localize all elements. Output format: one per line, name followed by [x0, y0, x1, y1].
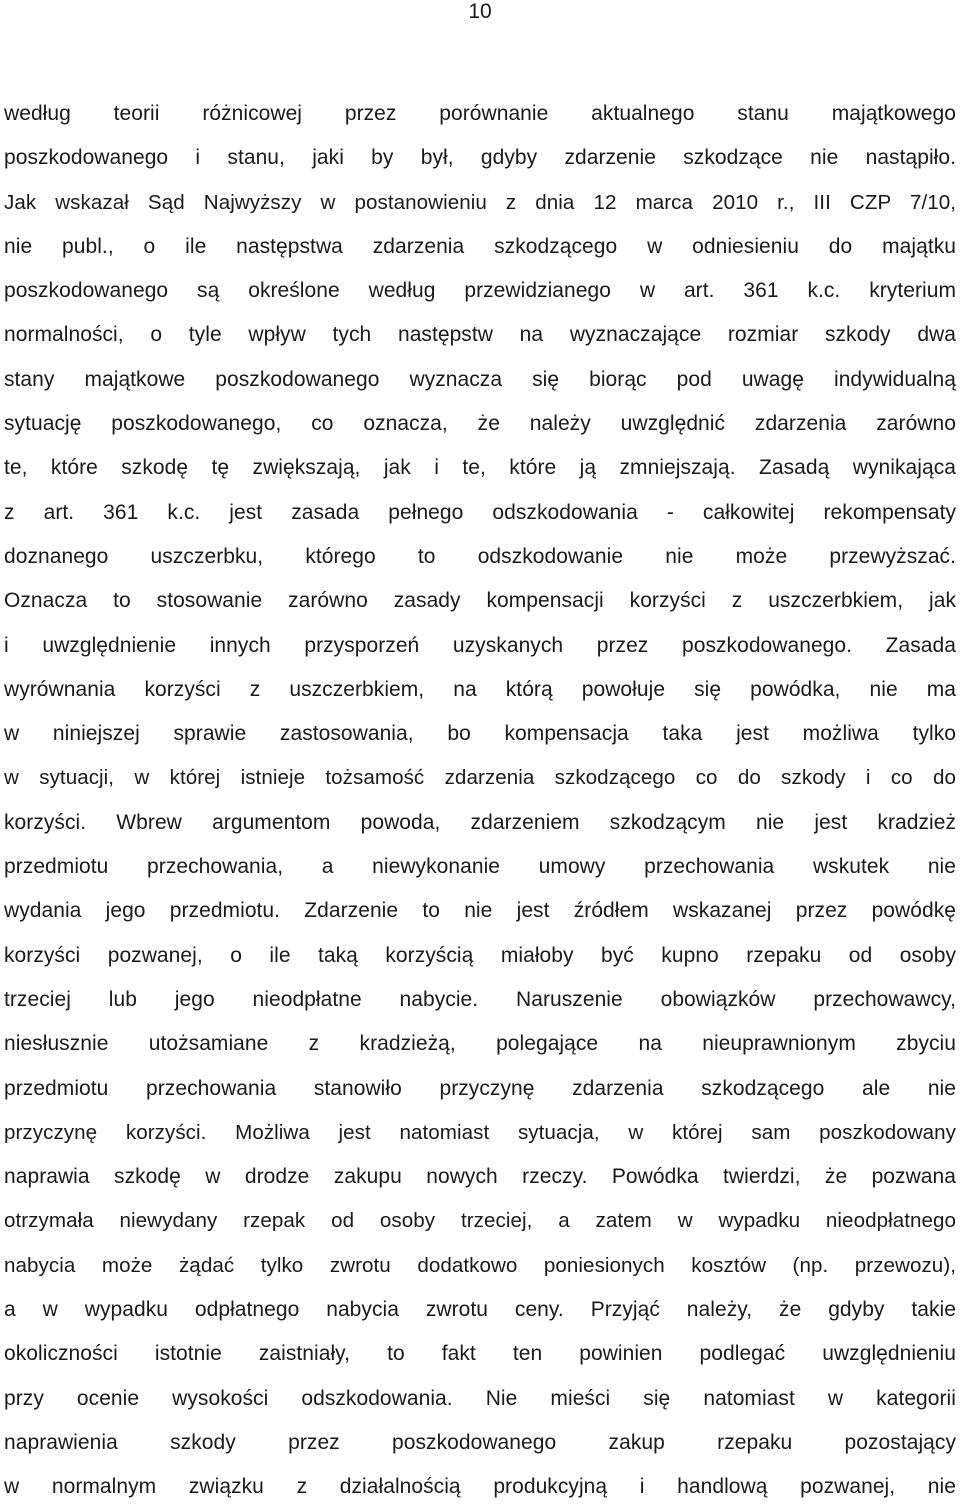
text-line-14: wyrównania korzyści z uszczerbkiem, na którą powołuje się powódka, nie ma — [4, 677, 956, 701]
text-line-9: te, które szkodę tę zwiększają, jak i te, które ją zmniejszają. Zasadą wynikająca — [4, 456, 956, 480]
text-line-25: naprawia szkodę w drodze zakupu nowych rzeczy. Powódka twierdzi, że pozwana — [4, 1165, 956, 1189]
text-line-18: przedmiotu przechowania, a niewykonanie umowy przechowania wskutek nie — [4, 855, 956, 879]
text-line-24: przyczynę korzyści. Możliwa jest natomiast sytuacja, w której sam poszkodowany — [4, 1120, 956, 1144]
text-line-4: nie publ., o ile następstwa zdarzenia szkodzącego w odniesieniu do majątku — [4, 234, 956, 258]
text-line-2: poszkodowanego i stanu, jaki by był, gdyby zdarzenie szkodzące nie nastąpiło. — [4, 146, 956, 170]
body-text — [4, 92, 956, 1510]
text-line-11: doznanego uszczerbku, którego to odszkodowanie nie może przewyższać. — [4, 544, 956, 568]
text-line-29: okoliczności istotnie zaistniały, to fakt ten powinien podlegać uwzględnieniu — [4, 1342, 956, 1366]
text-line-30: przy ocenie wysokości odszkodowania. Nie mieści się natomiast w kategorii — [4, 1386, 956, 1410]
text-line-15: w niniejszej sprawie zastosowania, bo kompensacja taka jest możliwa tylko — [4, 722, 956, 746]
text-line-5: poszkodowanego są określone według przewidzianego w art. 361 k.c. kryterium — [4, 279, 956, 303]
text-line-3: Jak wskazał Sąd Najwyższy w postanowieniu z dnia 12 marca 2010 r., III CZP 7/10, — [4, 190, 956, 214]
text-line-21: trzeciej lub jego nieodpłatne nabycie. Naruszenie obowiązków przechowawcy, — [4, 987, 956, 1011]
text-line-12: Oznacza to stosowanie zarówno zasady kompensacji korzyści z uszczerbkiem, jak — [4, 589, 956, 613]
text-line-31: naprawienia szkody przez poszkodowanego zakup rzepaku pozostający — [4, 1430, 956, 1454]
text-line-1: według teorii różnicowej przez porównanie aktualnego stanu majątkowego — [4, 102, 956, 125]
text-line-27: nabycia może żądać tylko zwrotu dodatkowo poniesionych kosztów (np. przewozu), — [4, 1253, 956, 1277]
text-line-23: przedmiotu przechowania stanowiło przyczynę zdarzenia szkodzącego ale nie — [4, 1076, 956, 1100]
text-line-17: korzyści. Wbrew argumentom powoda, zdarzeniem szkodzącym nie jest kradzież — [4, 810, 956, 834]
text-line-32: w normalnym związku z działalnością produkcyjną i handlową pozwanej, nie — [4, 1475, 956, 1499]
text-line-20: korzyści pozwanej, o ile taką korzyścią miałoby być kupno rzepaku od osoby — [4, 943, 956, 967]
text-line-19: wydania jego przedmiotu. Zdarzenie to nie jest źródłem wskazanej przez powódkę — [4, 899, 956, 923]
text-line-16: w sytuacji, w której istnieje tożsamość zdarzenia szkodzącego co do szkody i co do — [4, 766, 956, 790]
text-line-8: sytuację poszkodowanego, co oznacza, że należy uwzględnić zdarzenia zarówno — [4, 412, 956, 436]
text-line-13: i uwzględnienie innych przysporzeń uzyskanych przez poszkodowanego. Zasada — [4, 633, 956, 657]
text-line-7: stany majątkowe poszkodowanego wyznacza się biorąc pod uwagę indywidualną — [4, 367, 956, 391]
text-line-26: otrzymała niewydany rzepak od osoby trzeciej, a zatem w wypadku nieodpłatnego — [4, 1209, 956, 1233]
text-line-22: niesłusznie utożsamiane z kradzieżą, polegające na nieuprawnionym zbyciu — [4, 1032, 956, 1056]
text-line-6: normalności, o tyle wpływ tych następstw na wyznaczające rozmiar szkody dwa — [4, 323, 956, 347]
page-number: 10 — [468, 0, 492, 23]
text-line-10: z art. 361 k.c. jest zasada pełnego odszkodowania - całkowitej rekompensaty — [4, 500, 956, 524]
text-line-28: a w wypadku odpłatnego nabycia zwrotu ceny. Przyjąć należy, że gdyby takie — [4, 1298, 956, 1322]
